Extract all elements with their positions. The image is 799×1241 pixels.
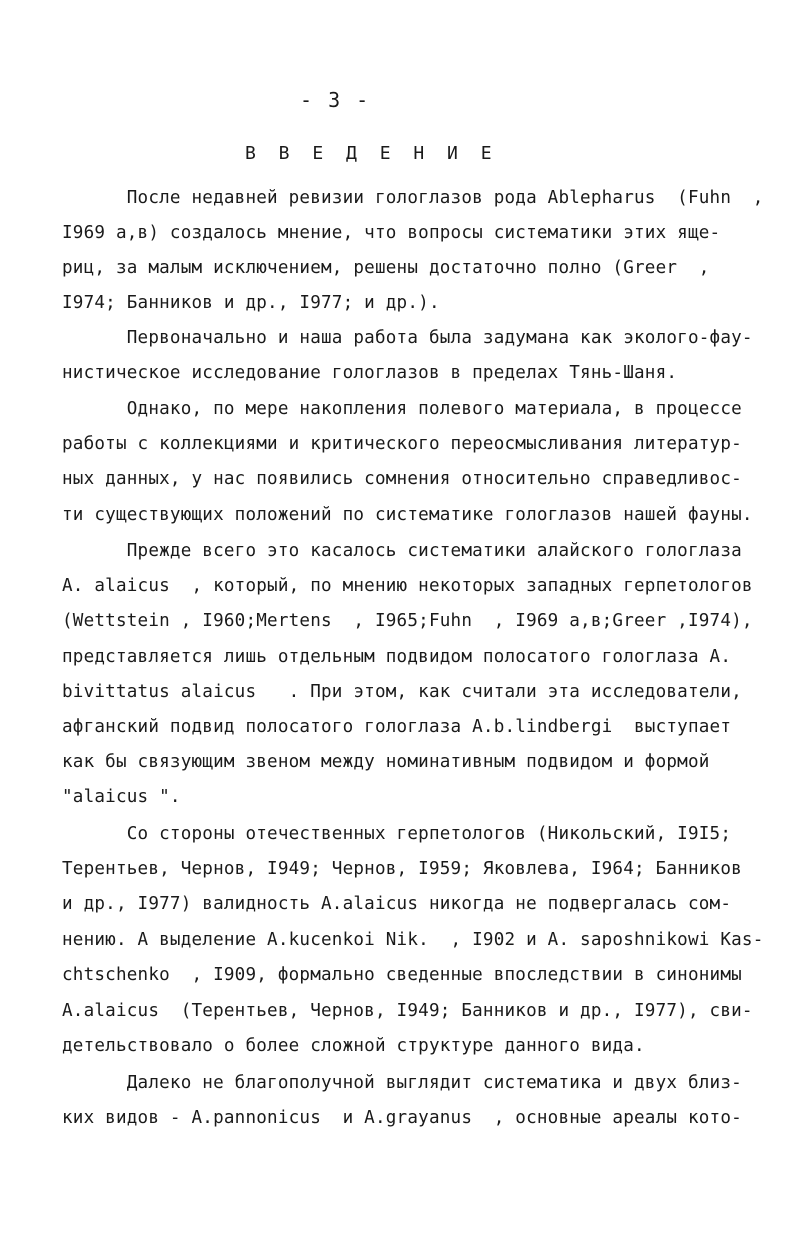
text-line: и др., I977) валидность A.alaicus никогда не подвергалась сом- xyxy=(62,894,732,914)
text-line: Прежде всего это касалось систематики алайского гологлаза xyxy=(62,541,742,561)
text-line: нистическое исследование гологлазов в пределах Тянь-Шаня. xyxy=(62,363,678,383)
text-line: A.alaicus (Терентьев, Чернов, I949; Банников и др., I977), сви- xyxy=(62,1001,753,1021)
text-line: (Wettstein , I960;Mertens , I965;Fuhn , I969 а,в;Greer ,I974), xyxy=(62,611,753,631)
text-line: афганский подвид полосатого гологлаза A.b.lindbergi выступает xyxy=(62,717,732,737)
text-line: chtschenko , I909, формально сведенные впоследствии в синонимы xyxy=(62,965,742,985)
text-line: "alaicus ". xyxy=(62,787,181,807)
section-title: В В Е Д Е Н И Е xyxy=(245,143,498,164)
text-line: Терентьев, Чернов, I949; Чернов, I959; Яковлева, I964; Банников xyxy=(62,859,742,879)
text-line: риц, за малым исключением, решены достаточно полно (Greer , xyxy=(62,258,710,278)
text-line: детельствовало о более сложной структуре данного вида. xyxy=(62,1036,645,1056)
text-line: Со стороны отечественных герпетологов (Никольский, I9I5; xyxy=(62,824,732,844)
text-line: нению. А выделение A.kucenkoi Nik. , I902 и A. saposhnikowi Kas- xyxy=(62,930,764,950)
text-line: Однако, по мере накопления полевого материала, в процессе xyxy=(62,399,742,419)
text-line: представляется лишь отдельным подвидом полосатого гологлаза A. xyxy=(62,647,732,667)
text-line: ных данных, у нас появились сомнения относительно справедливос- xyxy=(62,469,742,489)
text-line: ти существующих положений по систематике гологлазов нашей фауны. xyxy=(62,505,753,525)
text-line: как бы связующим звеном между номинативным подвидом и формой xyxy=(62,752,710,772)
text-line: I974; Банников и др., I977; и др.). xyxy=(62,293,440,313)
text-line: После недавней ревизии гологлазов рода Ablepharus (Fuhn , xyxy=(62,188,764,208)
text-line: Первоначально и наша работа была задумана как эколого-фау- xyxy=(62,328,753,348)
text-line: Далеко не благополучной выглядит систематика и двух близ- xyxy=(62,1073,742,1093)
text-line: ких видов - A.pannonicus и A.grayanus , основные ареалы кото- xyxy=(62,1108,742,1128)
text-line: работы с коллекциями и критического переосмысливания литератур- xyxy=(62,434,742,454)
page-number: - 3 - xyxy=(300,88,371,112)
text-line: bivittatus alaicus . При этом, как считали эта исследователи, xyxy=(62,682,742,702)
text-line: A. alaicus , который, по мнению некоторых западных герпетологов xyxy=(62,576,753,596)
text-line: I969 а,в) создалось мнение, что вопросы систематики этих яще- xyxy=(62,223,721,243)
